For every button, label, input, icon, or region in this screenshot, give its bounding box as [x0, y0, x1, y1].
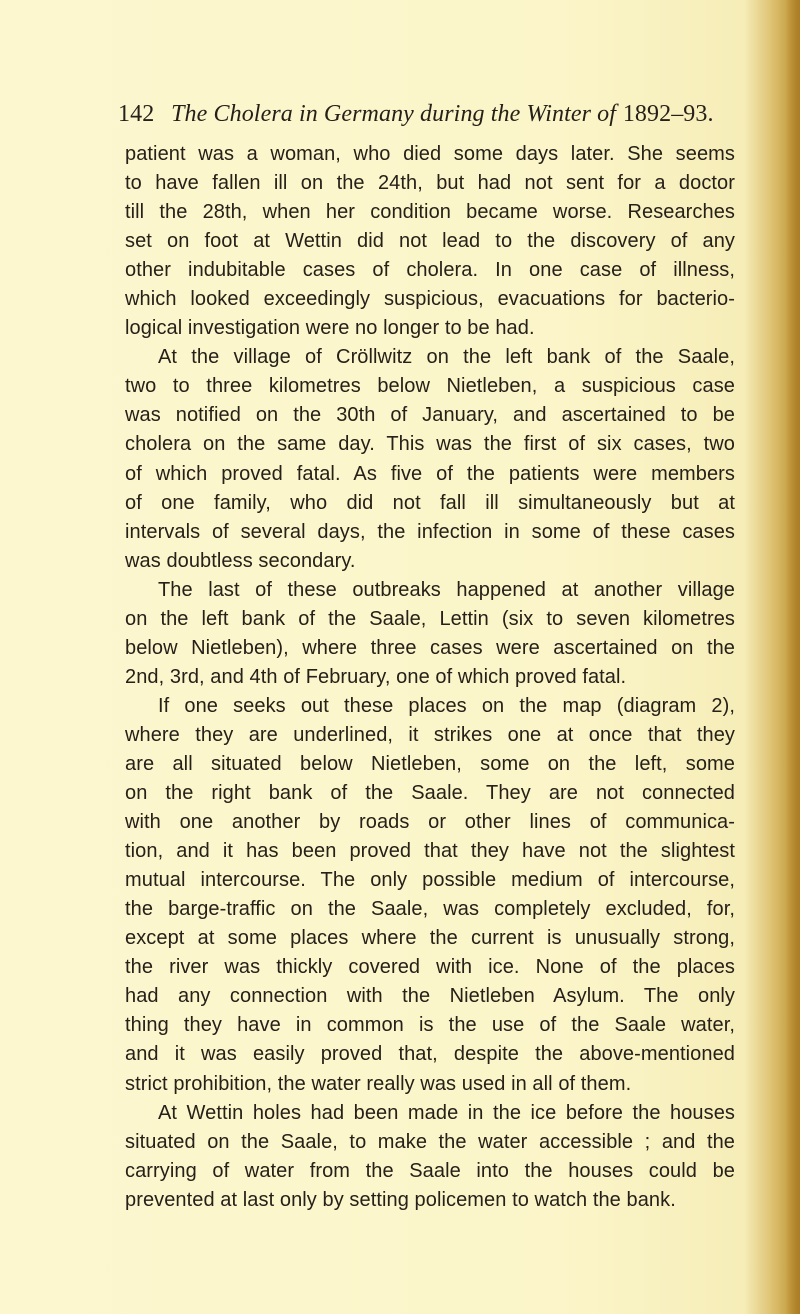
text-line: on the left bank of the Saale, Lettin (six to seven kilometres [125, 607, 735, 630]
text-line: 2nd, 3rd, and 4th of February, one of which proved fatal. [125, 665, 627, 688]
text-line: was notified on the 30th of January, and ascertained to be [125, 404, 735, 427]
paragraph-start-line: If one seeks out these places on the map (diagram 2), [158, 694, 735, 717]
text-line: below Nietleben), where three cases were ascertained on the [125, 636, 735, 659]
text-line: where they are underlined, it strikes one at once that they [125, 723, 735, 746]
text-line: strict prohibition, the water really was used in all of them. [125, 1072, 632, 1095]
text-line: intervals of several days, the infection in some of these cases [125, 520, 735, 543]
text-line: cholera on the same day. This was the first of six cases, two [125, 433, 735, 456]
text-line: set on foot at Wettin did not lead to the discovery of any [125, 230, 735, 253]
paragraph-start-line: The last of these outbreaks happened at another village [158, 578, 735, 601]
paragraph-start-line: At the village of Cröllwitz on the left bank of the Saale, [158, 346, 735, 369]
text-line: was doubtless secondary. [125, 549, 356, 572]
text-line: tion, and it has been proved that they have not the slightest [125, 840, 735, 863]
text-line: except at some places where the current is unusually strong, [125, 927, 735, 950]
text-line: two to three kilometres below Nietleben, a suspicious case [125, 375, 735, 398]
text-line: prevented at last only by setting policemen to watch the bank. [125, 1188, 676, 1211]
paragraph-start-line: At Wettin holes had been made in the ice before the houses [158, 1101, 735, 1124]
text-line: and it was easily proved that, despite the above-mentioned [125, 1043, 735, 1066]
body-text [125, 140, 735, 1215]
text-line: other indubitable cases of cholera. In one case of illness, [125, 259, 735, 282]
text-line: with one another by roads or other lines of communica- [125, 811, 735, 834]
text-line: of one family, who did not fall ill simultaneously but at [125, 491, 735, 514]
text-line: are all situated below Nietleben, some on the left, some [125, 752, 735, 775]
text-line: thing they have in common is the use of the Saale water, [125, 1014, 735, 1037]
text-line: situated on the Saale, to make the water accessible ; and the [125, 1130, 735, 1153]
running-title: The Cholera in Germany during the Winter of [171, 101, 617, 127]
text-line: on the right bank of the Saale. They are not connected [125, 782, 735, 805]
text-line: logical investigation were no longer to be had. [125, 317, 535, 340]
text-line: the river was thickly covered with ice. None of the places [125, 956, 735, 979]
text-line: to have fallen ill on the 24th, but had not sent for a doctor [125, 172, 735, 195]
text-line: which looked exceedingly suspicious, evacuations for bacterio- [125, 288, 735, 311]
running-year: 1892–93. [622, 101, 714, 127]
running-head [118, 94, 738, 134]
text-line: the barge-traffic on the Saale, was completely excluded, for, [125, 898, 735, 921]
text-line: carrying of water from the Saale into the houses could be [125, 1159, 735, 1182]
text-line: patient was a woman, who died some days later. She seems [125, 143, 735, 165]
text-line: of which proved fatal. As five of the patients were members [125, 462, 735, 485]
page-edge-shadow [786, 0, 800, 1314]
text-line: mutual intercourse. The only possible medium of intercourse, [125, 869, 735, 892]
text-line: had any connection with the Nietleben Asylum. The only [125, 985, 735, 1008]
text-line: till the 28th, when her condition became worse. Researches [125, 201, 735, 224]
page-number: 142 [118, 101, 155, 127]
